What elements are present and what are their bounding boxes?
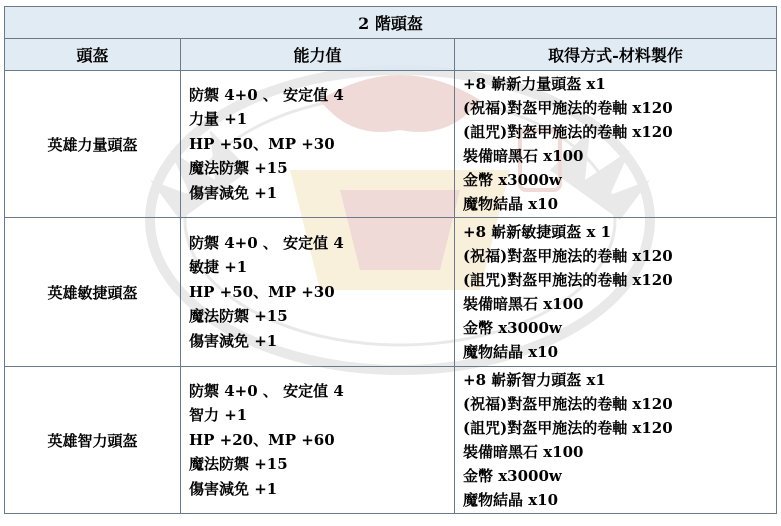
attribute-line: 防禦 4+0 、 安定值 4	[189, 85, 344, 104]
source-line: 魔物結晶 x10	[463, 195, 559, 213]
attribute-line: 傷害減免 +1	[189, 331, 278, 350]
source-line: (祝福)對盔甲施法的卷軸 x120	[463, 395, 673, 413]
attribute-line: 魔法防禦 +15	[189, 307, 288, 326]
source-line: 裝備暗黑石 x100	[463, 147, 584, 165]
source-line: 金幣 x3000w	[463, 319, 562, 337]
attribute-line: HP +20、MP +60	[189, 430, 335, 449]
source-line: 金幣 x3000w	[463, 171, 562, 189]
table-row	[5, 367, 777, 514]
attribute-line: 防禦 4+0 、 安定值 4	[189, 233, 344, 252]
helmet-attributes	[181, 218, 455, 367]
source-line: +8 嶄新力量頭盔 x1	[463, 75, 606, 93]
source-line: (祝福)對盔甲施法的卷軸 x120	[463, 99, 673, 117]
helmet-sources	[455, 218, 777, 367]
table-title-row	[5, 7, 777, 39]
helmet-sources	[455, 71, 777, 218]
helmet-attributes	[181, 367, 455, 514]
source-line: 魔物結晶 x10	[463, 343, 559, 361]
attribute-line: 傷害減免 +1	[189, 479, 278, 498]
attribute-line: 魔法防禦 +15	[189, 159, 288, 178]
source-line: (詛咒)對盔甲施法的卷軸 x120	[463, 271, 673, 289]
source-line: 裝備暗黑石 x100	[463, 295, 584, 313]
helmet-attributes	[181, 71, 455, 218]
helmet-name: 英雄敏捷頭盔	[5, 218, 181, 367]
attribute-line: 防禦 4+0 、 安定值 4	[189, 381, 344, 400]
attribute-line: 魔法防禦 +15	[189, 455, 288, 474]
attribute-line: HP +50、MP +30	[189, 134, 335, 153]
helmet-table	[4, 6, 777, 514]
header-attributes: 能力值	[181, 39, 455, 71]
source-line: (詛咒)對盔甲施法的卷軸 x120	[463, 123, 673, 141]
source-line: (祝福)對盔甲施法的卷軸 x120	[463, 247, 673, 265]
source-line: 魔物結晶 x10	[463, 491, 559, 509]
helmet-name: 英雄智力頭盔	[5, 367, 181, 514]
helmet-name: 英雄力量頭盔	[5, 71, 181, 218]
source-line: 裝備暗黑石 x100	[463, 443, 584, 461]
header-source: 取得方式-材料製作	[455, 39, 777, 71]
table-header-row	[5, 39, 777, 71]
source-line: 金幣 x3000w	[463, 467, 562, 485]
attribute-line: 智力 +1	[189, 406, 248, 425]
source-line: (詛咒)對盔甲施法的卷軸 x120	[463, 419, 673, 437]
helmet-sources	[455, 367, 777, 514]
source-line: +8 嶄新智力頭盔 x1	[463, 371, 606, 389]
header-helmet: 頭盔	[5, 39, 181, 71]
attribute-line: HP +50、MP +30	[189, 282, 335, 301]
attribute-line: 力量 +1	[189, 110, 248, 129]
table-row	[5, 218, 777, 367]
table-row	[5, 71, 777, 218]
attribute-line: 傷害減免 +1	[189, 183, 278, 202]
table-title: 2 階頭盔	[5, 7, 777, 39]
attribute-line: 敏捷 +1	[189, 258, 248, 277]
source-line: +8 嶄新敏捷頭盔 x 1	[463, 223, 612, 241]
